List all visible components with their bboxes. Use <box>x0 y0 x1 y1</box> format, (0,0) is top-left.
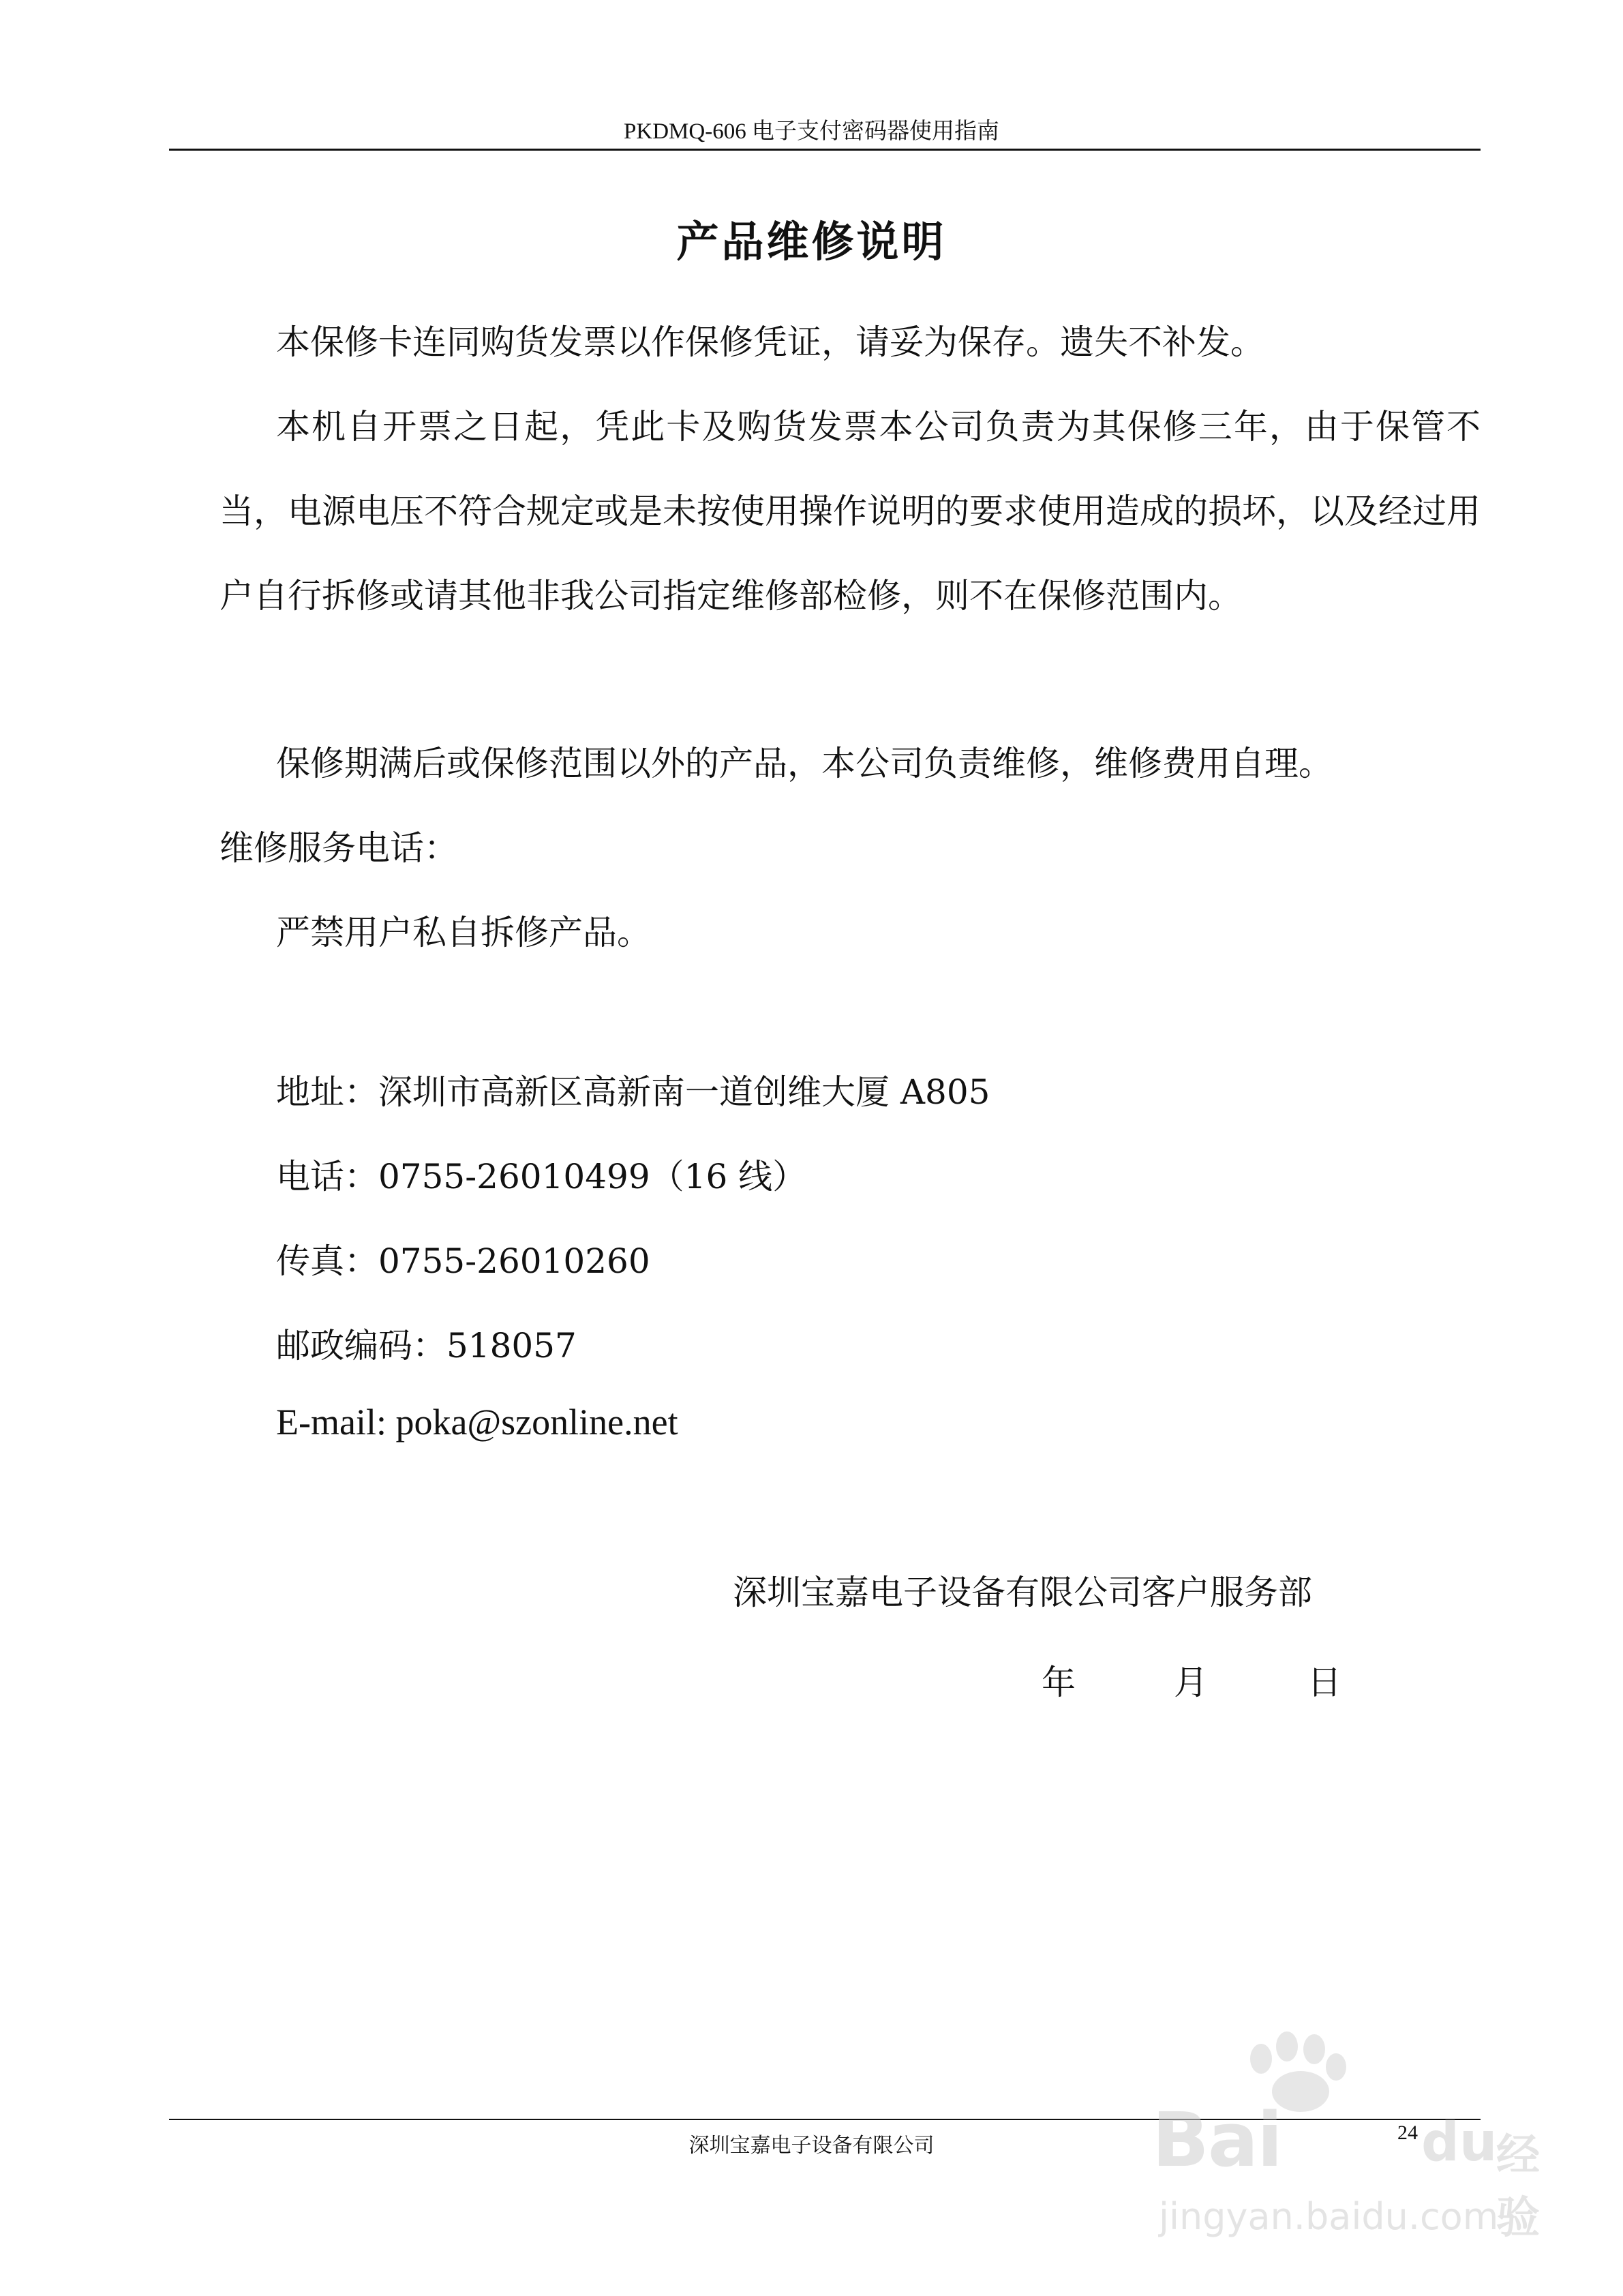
baidu-watermark <box>1152 2031 1561 2256</box>
page-number: 24 <box>1397 2121 1418 2144</box>
footer-company: 深圳宝嘉电子设备有限公司 <box>688 2134 935 2158</box>
date-day: 日 <box>1307 1663 1341 1702</box>
watermark-label: 经验 <box>1496 2130 1540 2244</box>
signature-company: 深圳宝嘉电子设备有限公司客户服务部 <box>733 1573 1312 1612</box>
page-title: 产品维修说明 <box>676 217 947 267</box>
date-year: 年 <box>1042 1663 1076 1702</box>
watermark-brand-suffix: du <box>1421 2112 1498 2173</box>
service-phone-label: 维修服务电话： <box>219 828 458 868</box>
watermark-url: jingyan.baidu.com <box>1159 2195 1499 2238</box>
date-month: 月 <box>1174 1663 1208 1702</box>
contact-email: E-mail: poka@szonline.net <box>276 1402 678 1442</box>
watermark-brand: Bai <box>1152 2096 1281 2184</box>
contact-address: 地址：深圳市高新区高新南一道创维大厦 A805 <box>276 1072 990 1112</box>
paragraph-warranty-card: 本保修卡连同购货发票以作保修凭证，请妥为保存。遗失不补发。 <box>276 322 1264 362</box>
paragraph-warranty-terms: 本机自开票之日起，凭此卡及购货发票本公司负责为其保修三年，由于保管不当，电源电压不符合规定或是未按使用操作说明的要求使用造成的损坏，以及经过用户自行拆修或请其他非我公司指定维修部检修，则不在保修范围内。 <box>219 407 1481 616</box>
contact-fax: 传真：0755-26010260 <box>276 1241 650 1281</box>
contact-phone: 电话：0755-26010499（16 线） <box>276 1157 807 1196</box>
contact-postcode: 邮政编码：518057 <box>276 1326 577 1365</box>
paragraph-out-of-warranty: 保修期满后或保修范围以外的产品，本公司负责维修，维修费用自理。 <box>276 744 1333 783</box>
header-rule <box>169 149 1481 151</box>
warning-text: 严禁用户私自拆修产品。 <box>276 913 651 952</box>
running-header: PKDMQ-606 电子支付密码器使用指南 <box>624 119 999 144</box>
